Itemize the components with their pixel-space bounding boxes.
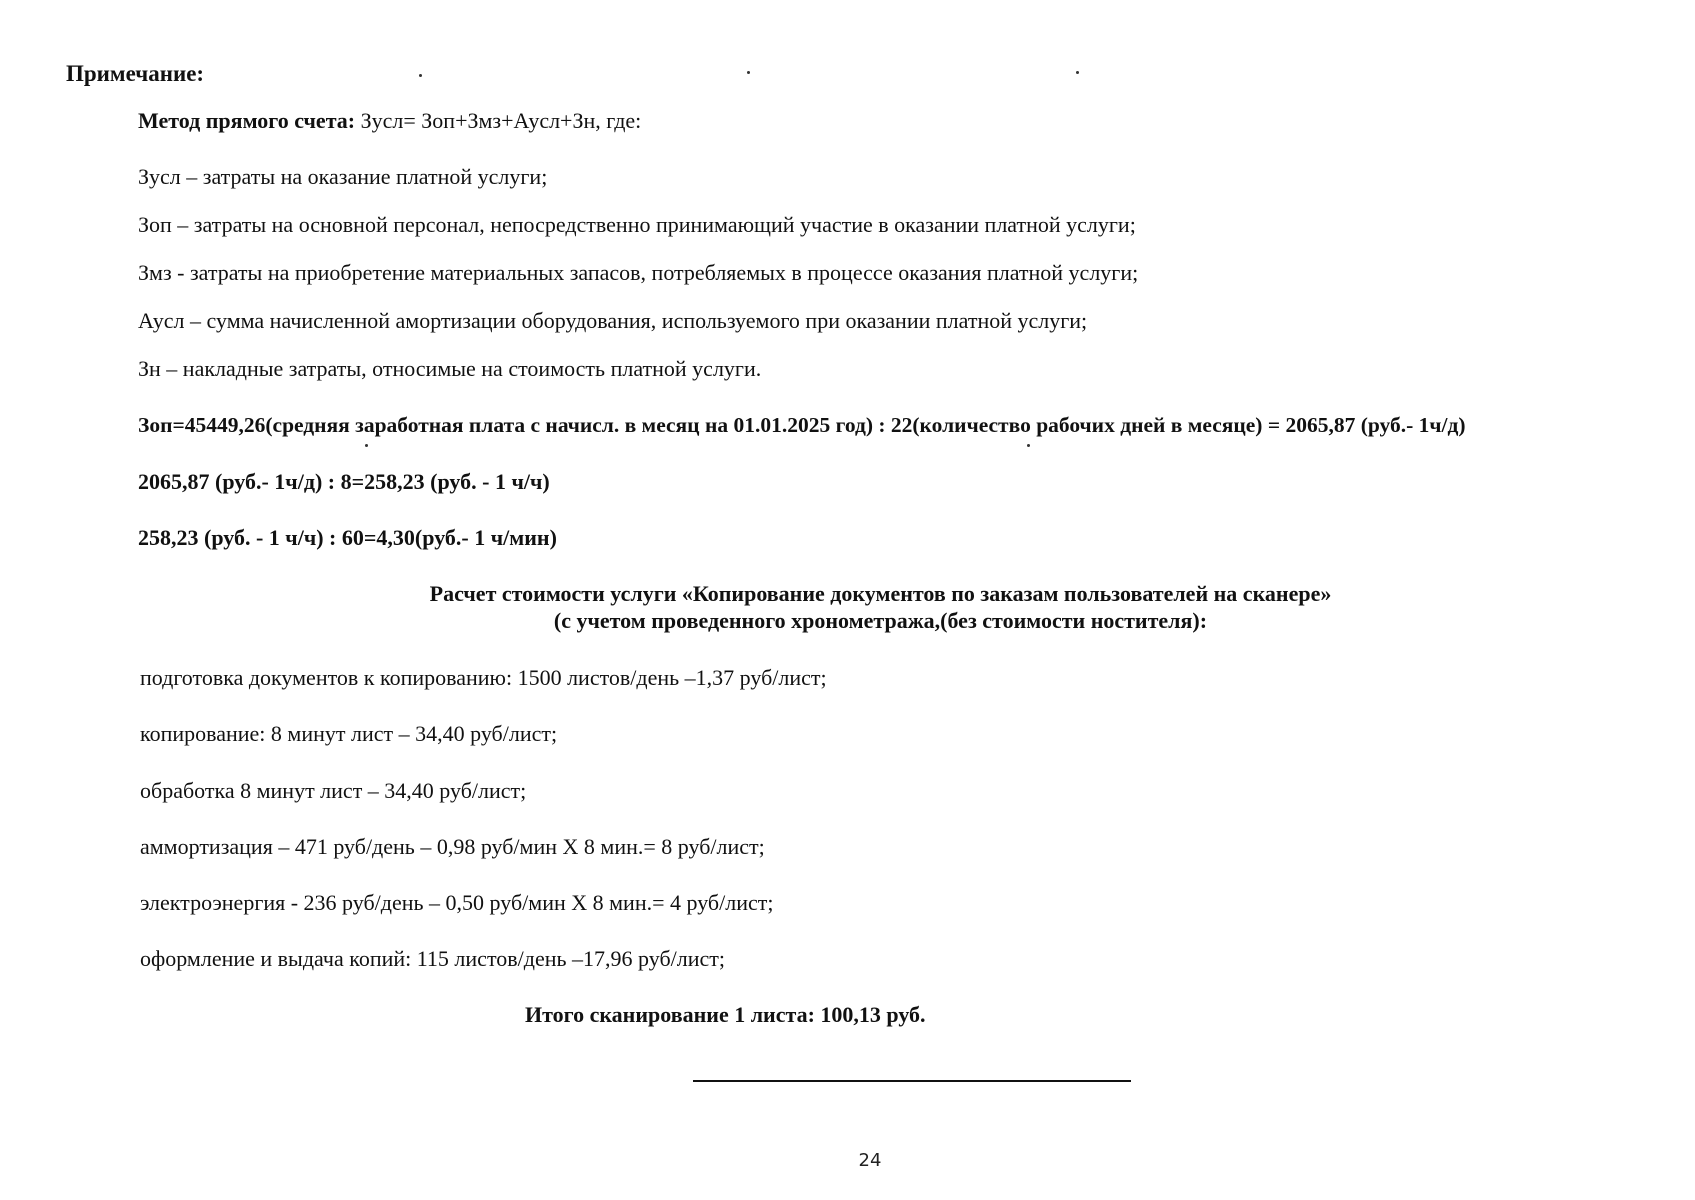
- cost-item-electricity: электроэнергия - 236 руб/день – 0,50 руб/мин Х 8 мин.= 4 руб/лист;: [140, 890, 774, 915]
- cost-item-depreciation: аммортизация – 471 руб/день – 0,98 руб/мин Х 8 мин.= 8 руб/лист;: [140, 834, 765, 859]
- cost-item-copying: копирование: 8 минут лист – 34,40 руб/лист;: [140, 721, 558, 746]
- scan-speck: [1027, 444, 1030, 447]
- method-line: [138, 108, 641, 134]
- definition-zop: Зоп – затраты на основной персонал, непосредственно принимающий участие в оказании платной услуги;: [138, 212, 1136, 237]
- scan-speck: [365, 444, 368, 447]
- calculation-minute-rate: 258,23 (руб. - 1 ч/ч) : 60=4,30(руб.- 1 ч/мин): [138, 525, 557, 550]
- calculation-hourly-rate: 2065,87 (руб.- 1ч/д) : 8=258,23 (руб. - 1 ч/ч): [138, 469, 550, 494]
- cost-item-issuing: оформление и выдача копий: 115 листов/день –17,96 руб/лист;: [140, 946, 726, 971]
- cost-item-processing: обработка 8 минут лист – 34,40 руб/лист;: [140, 778, 527, 803]
- scan-speck: [1076, 71, 1079, 74]
- page-number: 24: [858, 1150, 882, 1171]
- method-label: Метод прямого счета:: [138, 108, 356, 133]
- definition-ausl: Аусл – сумма начисленной амортизации оборудования, используемого при оказании платной услуги;: [138, 308, 1088, 333]
- definition-zn: Зн – накладные затраты, относимые на стоимость платной услуги.: [138, 356, 762, 381]
- closing-rule: [693, 1080, 1131, 1082]
- total-line: Итого сканирование 1 листа: 100,13 руб.: [525, 1002, 926, 1027]
- scan-speck: [419, 74, 422, 77]
- definition-zusl: Зусл – затраты на оказание платной услуги;: [138, 164, 548, 189]
- note-heading: Примечание:: [66, 61, 205, 86]
- definition-zmz: Змз - затраты на приобретение материальных запасов, потребляемых в процессе оказания платной услуги;: [138, 260, 1139, 285]
- method-formula: Зусл= Зоп+Змз+Аусл+Зн, где:: [355, 108, 642, 133]
- service-title-line2: (с учетом проведенного хронометража,(без стоимости ноcтителя):: [553, 608, 1208, 633]
- scan-speck: [747, 71, 750, 74]
- cost-item-preparation: подготовка документов к копированию: 1500 листов/день –1,37 руб/лист;: [140, 665, 827, 690]
- service-title-line1: Расчет стоимости услуги «Копирование документов по заказам пользователей на сканере»: [429, 581, 1332, 606]
- calculation-daily-rate: Зоп=45449,26(средняя заработная плата с начисл. в месяц на 01.01.2025 год) : 22(количество рабочих дней в месяце) = 2065,87 (руб.- 1ч/д): [138, 413, 1466, 437]
